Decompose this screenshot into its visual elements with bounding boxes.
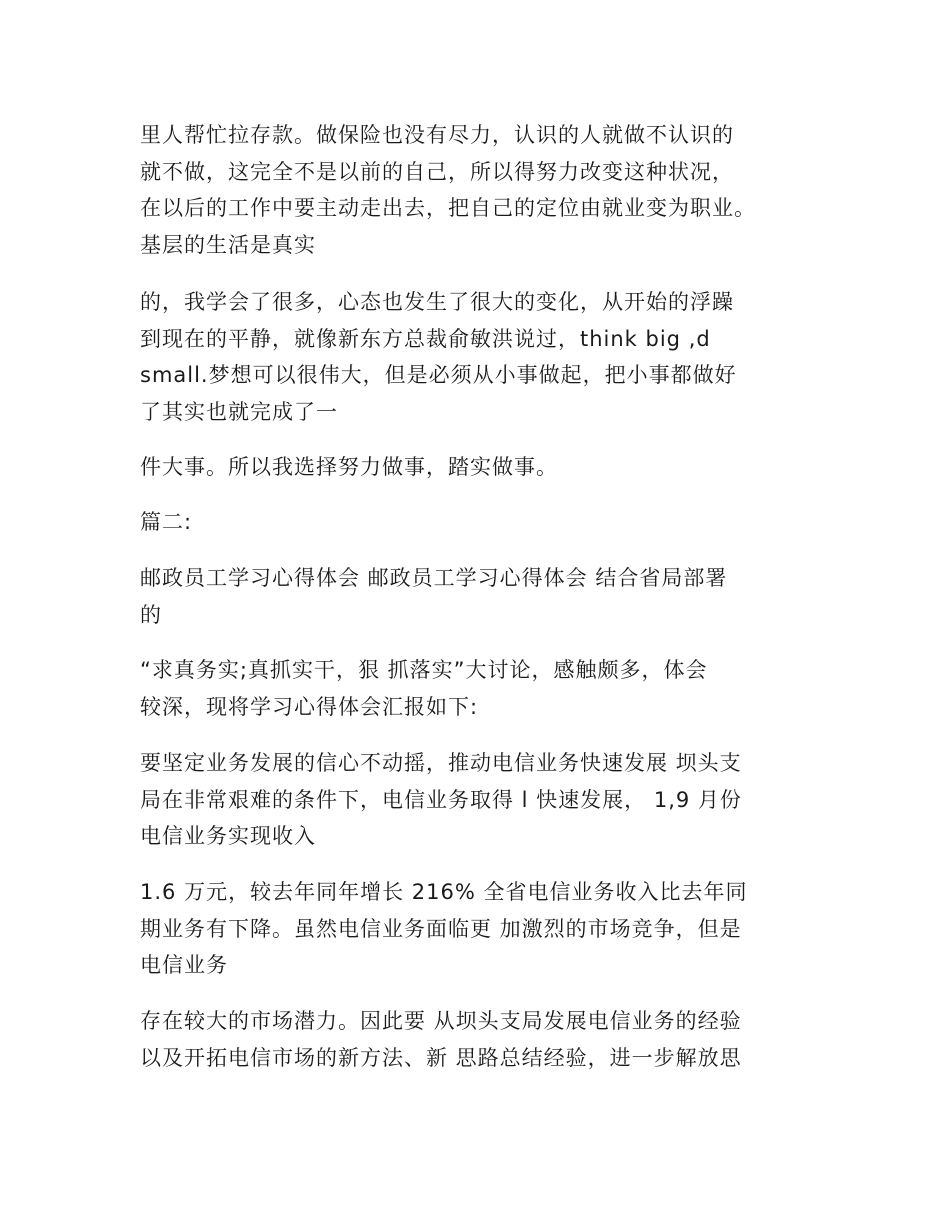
text-line: 里人帮忙拉存款。做保险也没有尽力，认识的人就做不认识的: [140, 123, 734, 147]
text-line: 电信业务实现收入: [140, 824, 316, 848]
text-line: 期业务有下降。虽然电信业务面临更 加激烈的市场竞争，但是: [140, 916, 742, 941]
paragraph-3: [140, 449, 820, 486]
text-line: 以及开拓电信市场的新方法、新 思路总结经验，进一步解放思: [140, 1045, 742, 1070]
text-line: 要坚定业务发展的信心不动摇，推动电信业务快速发展 坝头支: [140, 751, 742, 775]
paragraph-5: [140, 560, 820, 633]
text-line: 就不做，这完全不是以前的自己，所以得努力改变这种状况，: [140, 159, 734, 184]
text-line: 了其实也就完成了一: [140, 399, 338, 424]
text-line: 件大事。所以我选择努力做事，踏实做事。: [140, 455, 558, 479]
text-line: 较深，现将学习心得体会汇报如下:: [140, 694, 479, 719]
text-line: 的，我学会了很多，心态也发生了很大的变化，从开始的浮躁: [140, 290, 734, 314]
text-line: 的: [140, 602, 162, 627]
text-line: 到现在的平静，就像新东方总裁俞敏洪说过，think big ,d: [140, 326, 711, 351]
section-heading: [140, 504, 820, 541]
text-line: 1.6 万元，较去年同年增长 216% 全省电信业务收入比去年同: [140, 880, 748, 904]
text-line: 邮政员工学习心得体会 邮政员工学习心得体会 结合省局部署: [140, 566, 728, 590]
text-line: 局在非常艰难的条件下，电信业务取得 l 快速发展， 1,9 月份: [140, 787, 742, 812]
text-line: small.梦想可以很伟大，但是必须从小事做起，把小事都做好: [140, 363, 737, 387]
text-line: 基层的生活是真实: [140, 232, 316, 257]
text-line: 电信业务: [140, 953, 228, 977]
paragraph-9: [140, 1003, 820, 1076]
heading-text: 篇二:: [140, 510, 193, 534]
paragraph-8: [140, 874, 820, 984]
text-line: “求真务实;真抓实干，狠 抓落实”大讨论，感触颇多，体会: [140, 658, 708, 682]
paragraph-2: [140, 284, 820, 430]
text-line: 存在较大的市场潜力。因此要 从坝头支局发展电信业务的经验: [140, 1009, 742, 1033]
text-line: 在以后的工作中要主动走出去，把自己的定位由就业变为职业。: [140, 196, 756, 220]
paragraph-1: [140, 117, 820, 263]
paragraph-7: [140, 745, 820, 855]
paragraph-6: [140, 652, 820, 725]
